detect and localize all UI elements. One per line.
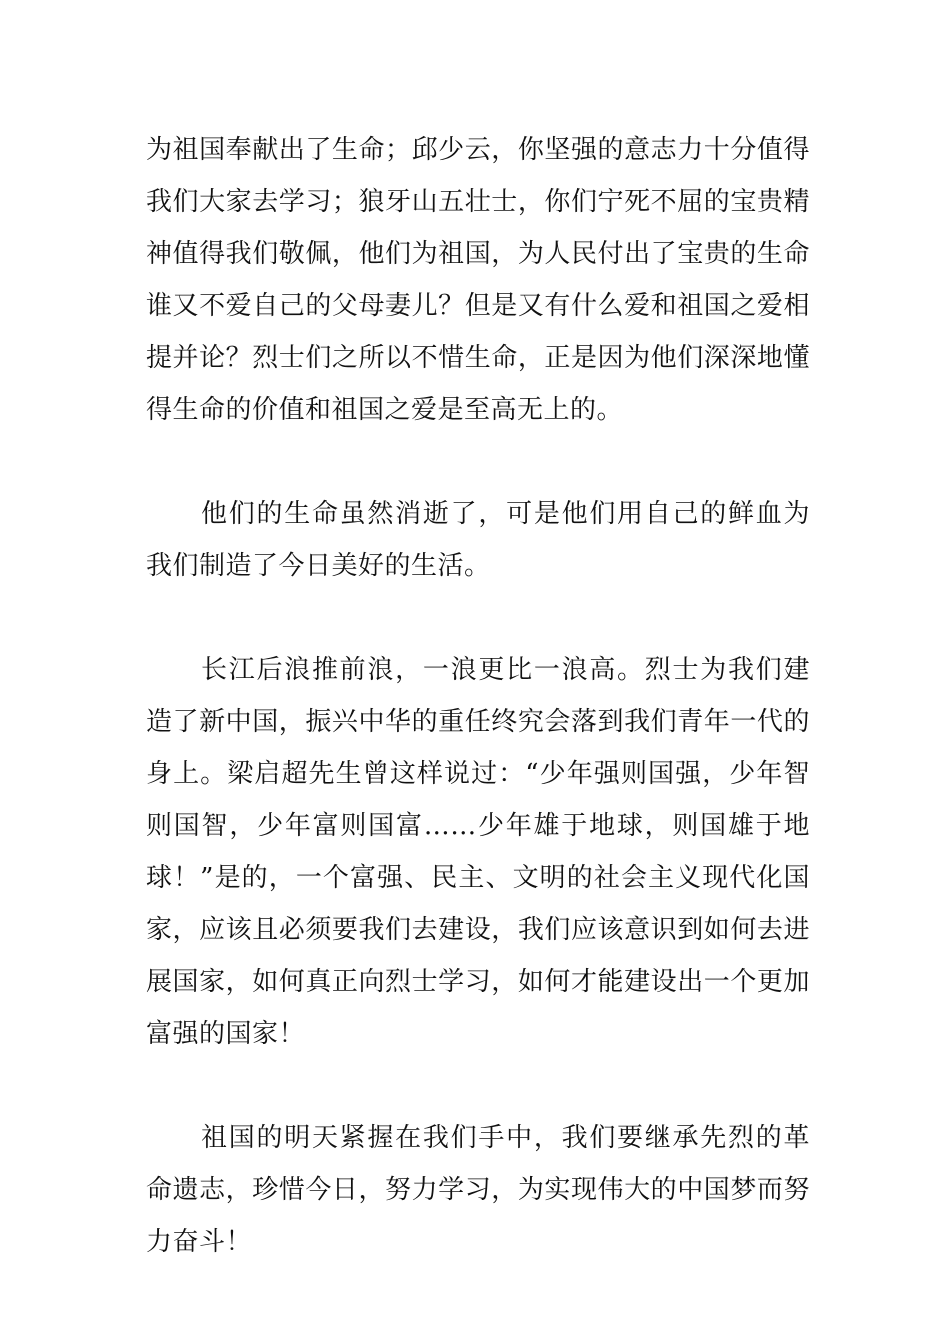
paragraph-1: 为祖国奉献出了生命；邱少云，你坚强的意志力十分值得我们大家去学习；狼牙山五壮士，你们宁死不屈的宝贵精神值得我们敬佩，他们为祖国，为人民付出了宝贵的生命谁又不爱自己的父母妻儿？但是又有什么爱和祖国之爱相提并论？烈士们之所以不惜生命，正是因为他们深深地懂得生命的价值和祖国之爱是至高无上的。 bbox=[146, 135, 810, 425]
paragraph-2: 他们的生命虽然消逝了，可是他们用自己的鲜血为我们制造了今日美好的生活。 bbox=[146, 499, 810, 581]
paragraph-4: 祖国的明天紧握在我们手中，我们要继承先烈的革命遗志，珍惜今日，努力学习，为实现伟大的中国梦而努力奋斗！ bbox=[146, 1123, 810, 1257]
paragraph-3: 长江后浪推前浪，一浪更比一浪高。烈士为我们建造了新中国，振兴中华的重任终究会落到我们青年一代的身上。梁启超先生曾这样说过：“少年强则国强，少年智则国智，少年富则国富……少年雄于地球，则国雄于地球！”是的，一个富强、民主、文明的社会主义现代化国家，应该且必须要我们去建设，我们应该意识到如何去进展国家，如何真正向烈士学习，如何才能建设出一个更加富强的国家！ bbox=[146, 655, 810, 1049]
document-body bbox=[146, 124, 810, 1268]
